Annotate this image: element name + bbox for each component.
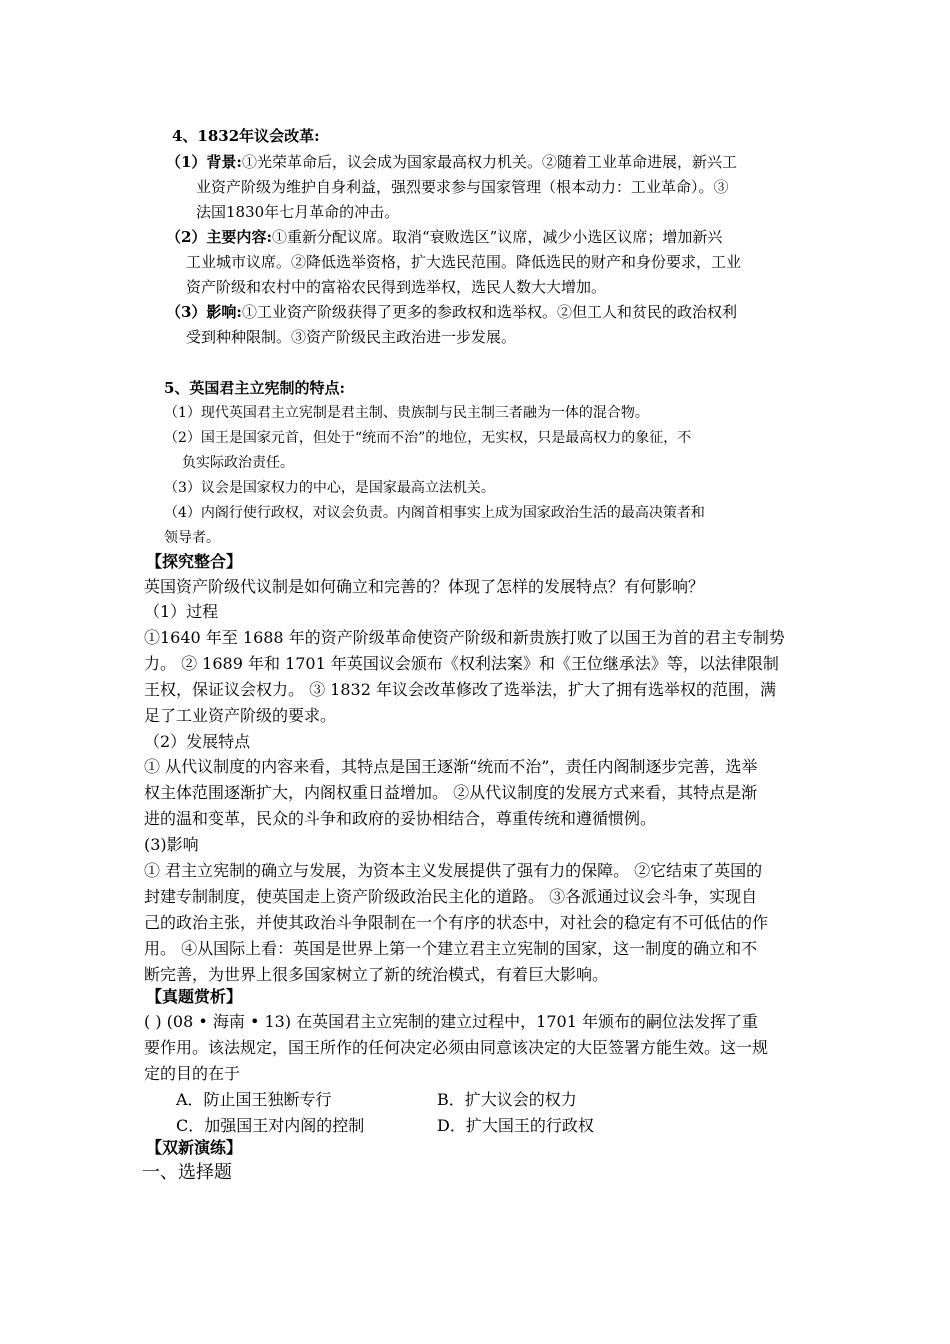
s4-background-text-1: ①光荣革命后，议会成为国家最高权力机关。②随着工业革命进展，新兴工 [241,153,737,171]
explore-impact-line-1: ① 君主立宪制的确立与发展，为资本主义发展提供了强有力的保障。 ②它结束了英国的 [144,861,763,880]
explore-process-line-4: 足了工业资产阶级的要求。 [144,706,337,725]
practice-heading: 【双新演练】 [146,1138,243,1157]
explore-process-line-2: 力。 ② 1689 年和 1701 年英国议会颁布《权利法案》和《王位继承法》等，以法律限制 [144,654,779,673]
explore-impact-line-4: 用。 ④从国际上看：英国是世界上第一个建立君主立宪制的国家，这一制度的确立和不 [144,939,758,958]
s5-item-1: （1）现代英国君主立宪制是君主制、贵族制与民主制三者融为一体的混合物。 [164,405,649,421]
explore-question: 英国资产阶级代议制是如何确立和完善的？体现了怎样的发展特点？有何影响？ [144,577,705,596]
s4-background-line-3: 法国1830年七月革命的冲击。 [196,203,400,221]
s5-item-2-line-2: 负实际政治责任。 [182,455,294,471]
s5-item-4-line-1: （4）内阁行使行政权，对议会负责。内阁首相事实上成为国家政治生活的最高决策者和 [164,505,705,521]
explore-features-line-2: 权主体范围逐渐扩大，内阁权重日益增加。 ②从代议制度的发展方式来看，其特点是渐 [144,783,758,802]
s4-content-line-2: 工业城市议席。②降低选举资格，扩大选民范围。降低选民的财产和身份要求，工业 [186,253,742,271]
s4-impact-line-1 [166,302,737,322]
s4-content-line-1 [166,227,722,247]
s4-impact-line-2: 受到种种限制。③资产阶级民主政治进一步发展。 [186,328,517,346]
explore-features-title: （2）发展特点 [144,732,251,751]
exam-option-d[interactable]: D．扩大国王的行政权 [437,1116,594,1135]
exam-option-a[interactable]: A．防止国王独断专行 [176,1090,332,1109]
exam-heading: 【真题赏析】 [146,987,243,1006]
s5-item-4-line-2: 领导者。 [164,530,220,546]
explore-process-line-3: 王权，保证议会权力。 ③ 1832 年议会改革修改了选举法，扩大了拥有选举权的范围，满 [144,680,776,699]
explore-process-title: （1）过程 [144,602,219,621]
exam-option-b[interactable]: B．扩大议会的权力 [437,1090,577,1109]
section-4-title: 4、1832年议会改革: [172,127,320,145]
exam-question-line-2: 要作用。该法规定，国王所作的任何决定必须由同意该决定的大臣签署方能生效。这一规 [144,1038,769,1057]
s4-background-line-2: 业资产阶级为维护自身利益，强烈要求参与国家管理（根本动力：工业革命）。③ [196,178,729,196]
s4-background-label: （1）背景: [166,153,242,171]
s4-impact-text-1: ①工业资产阶级获得了更多的参政权和选举权。②但工人和贫民的政治权利 [241,303,737,321]
s5-item-3: （3）议会是国家权力的中心，是国家最高立法机关。 [164,480,495,496]
explore-heading: 【探究整合】 [146,552,243,571]
explore-impact-line-3: 己的政治主张，并使其政治斗争限制在一个有序的状态中，对社会的稳定有不可低估的作 [144,913,769,932]
exam-question-line-1: ( ) (08 • 海南 • 13) 在英国君主立宪制的建立过程中，1701 年颁布的嗣位法发挥了重 [144,1012,758,1031]
explore-impact-title: (3)影响 [144,835,199,854]
exam-question-line-3: 定的目的在于 [144,1064,241,1083]
explore-process-line-1: ①1640 年至 1688 年的资产阶级革命使资产阶级和新贵族打败了以国王为首的君主专制势 [144,628,785,647]
s4-content-text-1: ①重新分配议席。取消“衰败选区”议席，减少小选区议席；增加新兴 [271,228,723,246]
s4-impact-label: （3）影响: [166,303,242,321]
explore-impact-line-2: 封建专制制度，使英国走上资产阶级政治民主化的道路。 ③各派通过议会斗争，实现自 [144,887,758,906]
explore-features-line-3: 进的温和变革，民众的斗争和政府的妥协相结合，尊重传统和遵循惯例。 [144,809,657,828]
s4-content-label: （2）主要内容: [166,228,272,246]
s4-background-line-1 [166,152,737,172]
exam-option-c[interactable]: C．加强国王对内阁的控制 [176,1116,365,1135]
explore-features-line-1: ① 从代议制度的内容来看，其特点是国王逐渐“统而不治”，责任内阁制逐步完善，选举 [144,757,758,776]
explore-impact-line-5: 断完善，为世界上很多国家树立了新的统治模式，有着巨大影响。 [144,965,609,984]
s5-item-2-line-1: （2）国王是国家元首，但处于“统而不治”的地位，无实权，只是最高权力的象征，不 [164,430,692,446]
s4-content-line-3: 资产阶级和农村中的富裕农民得到选举权，选民人数大大增加。 [186,278,607,296]
practice-subheading: 一、选择题 [142,1162,232,1183]
section-5-title: 5、英国君主立宪制的特点: [164,379,345,397]
